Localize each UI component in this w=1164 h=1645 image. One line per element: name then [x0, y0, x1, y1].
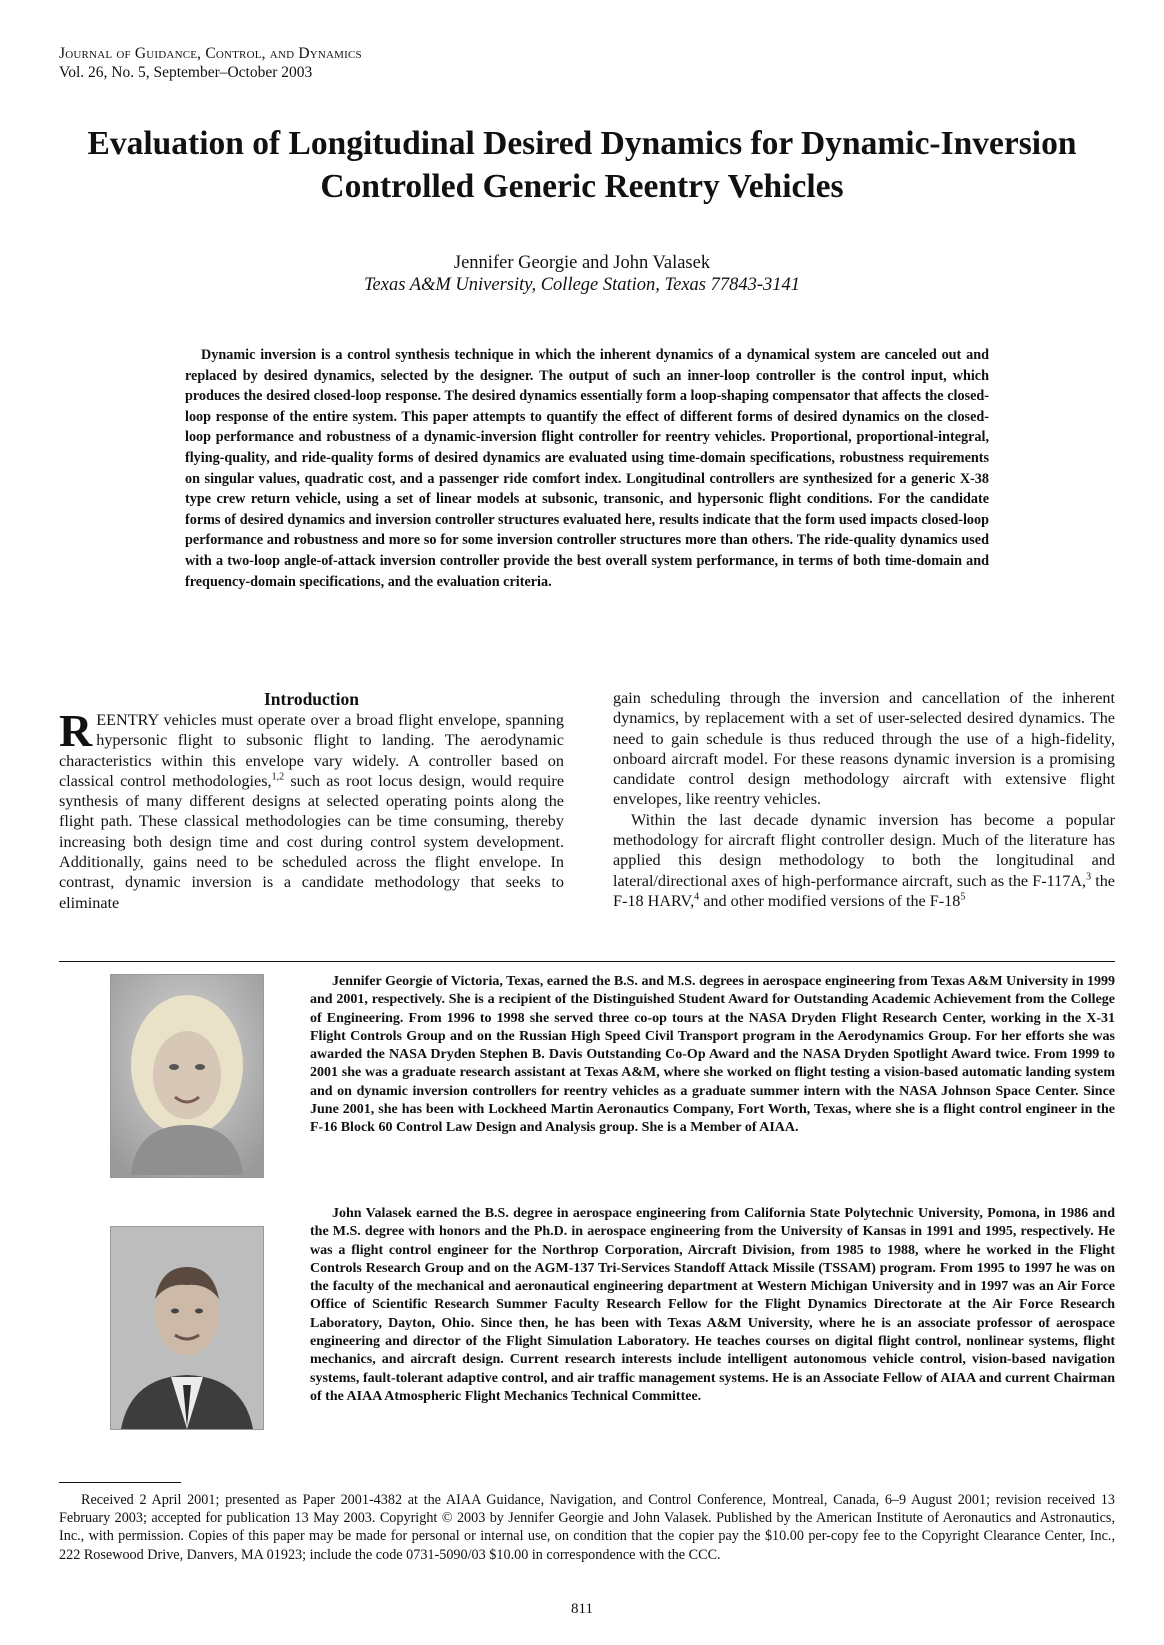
author-affiliation: Texas A&M University, College Station, Texas 77843-3141 [363, 275, 801, 295]
journal-volume: Vol. 26, No. 5, September–October 2003 [59, 64, 313, 81]
journal-name: Journal of Guidance, Control, and Dynamics [59, 45, 362, 62]
page-number: 811 [571, 1601, 593, 1617]
citation-ref: 5 [960, 891, 966, 903]
bio-valasek: John Valasek earned the B.S. degree in aerospace engineering from California State Polytechnic University, Pomona, in 1986 and the M.S. degree with honors and the Ph.D. in aerospace engineering from the University of Kansas in 1991 and 1995, respectively. He was a flight control engineer for the Northrop Corporation, Aircraft Division, from 1985 to 1988, where he worked in the Flight Controls Research Group and on the AGM-137 Tri-Services Standoff Attack Missile (TSSAM) program. From 1995 to 1997 he was on the faculty of the mechanical and aeronautical engineering department at Western Michigan University and in 1997 was an Air Force Office of Scientific Research Summer Faculty Research Fellow for the Flight Dynamics Directorate at the Air Force Research Laboratory, Dayton, Ohio. Since then, he has been with Texas A&M University, where he is an associate professor of aerospace engineering and director of the Flight Simulation Laboratory. He teaches courses on digital flight control, nonlinear systems, flight mechanics, and aircraft design. Current research interests include intelligent autonomous vehicle control, vision-based navigation systems, fault-tolerant adaptive control, and air traffic management systems. He is an Associate Fellow of AIAA and current Chairman of the AIAA Atmospheric Flight Mechanics Technical Committee. [310, 1206, 1115, 1404]
footnote-received: Received 2 April 2001; presented as Paper 2001-4382 at the AIAA Guidance, Navigation, and Control Conference, Montreal, Canada, 6–9 August 2001; revision received 13 February 2003; accepted for publication 13 May 2003. Copyright © 2003 by Jennifer Georgie and John Valasek. Published by the American Institute of Aeronautics and Astronautics, Inc., with permission. Copies of this paper may be made for personal or internal use, on condition that the copier pay the $10.00 per-copy fee to the Copyright Clearance Center, Inc., 222 Rosewood Drive, Danvers, MA 01923; include the code 0731-5090/03 $10.00 in correspondence with the CCC. [59, 1492, 1115, 1563]
footnote-rule [59, 1482, 181, 1483]
citation-ref: 1,2 [271, 771, 285, 783]
intro-paragraph-3 [613, 810, 1115, 911]
bio-divider [59, 961, 1115, 962]
section-heading-introduction: Introduction [264, 689, 359, 709]
citation-ref: 3 [1086, 871, 1092, 883]
abstract: Dynamic inversion is a control synthesis technique in which the inherent dynamics of a dynamical system are canceled out and replaced by desired dynamics, selected by the designer. The output of such an inner-loop controller is the control input, which produces the desired closed-loop response. The desired dynamics essentially form a loop-shaping compensator that affects the closed-loop response of the entire system. This paper attempts to quantify the effect of different forms of desired dynamics on the closed-loop performance and robustness of a dynamic-inversion flight controller for reentry vehicles. Proportional, proportional-integral, flying-quality, and ride-quality forms of desired dynamics are evaluated using time-domain specifications, robustness requirements on singular values, quadratic cost, and a passenger ride comfort index. Longitudinal controllers are synthesized for a generic X-38 type crew return vehicle, using a set of linear models at subsonic, transonic, and hypersonic flight conditions. For the candidate forms of desired dynamics and inversion controller structures evaluated here, results indicate that the form used impacts closed-loop performance and robustness and more so for some inversion controller structures more than others. The ride-quality dynamics used with a two-loop angle-of-attack inversion controller provide the best overall system performance, in terms of both time-domain and frequency-domain specifications, and the evaluation criteria. [185, 347, 989, 590]
intro-paragraph-1 [59, 705, 565, 913]
intro-paragraph-2: gain scheduling through the inversion and cancellation of the inherent dynamics, by replacement with a set of user-selected desired dynamics. The need to gain schedule is thus reduced through the use of a high-fidelity, onboard aircraft model. For these reasons dynamic inversion is a promising candidate control design methodology aircraft with extensive flight envelopes, like reentry vehicles. [613, 689, 1115, 809]
author-photo-georgie [110, 974, 264, 1178]
intro-p1-text-b: such as root locus design, would require synthesis of many different designs at selected operating points along the flight path. These classical methodologies can be time consuming, thereby increasing both design time and cost during control system development. Additionally, gains need to be scheduled across the flight envelope. In contrast, dynamic inversion is a candidate methodology that seeks to eliminate [59, 771, 565, 912]
body-column-right [613, 688, 1115, 911]
bio-georgie: Jennifer Georgie of Victoria, Texas, earned the B.S. and M.S. degrees in aerospace engineering from Texas A&M University in 1999 and 2001, respectively. She is a recipient of the Distinguished Student Award for Outstanding Academic Achievement from the College of Engineering. From 1996 to 1998 she served three co-op tours at the NASA Dryden Flight Research Center, working in the X-31 Flight Controls Group and on the Russian High Speed Civil Transport program in the Aerodynamics Group. For her efforts she was awarded the NASA Dryden Stephen B. Davis Outstanding Co-Op Award and the NASA Dryden Spotlight Award twice. From 1999 to 2001 she was a graduate research assistant at Texas A&M, where she worked on flight testing a vision-based automatic landing system and on dynamic inversion controllers for reentry vehicles as a graduate summer intern with the NASA Johnson Space Center. Since June 2001, she has been with Lockheed Martin Aeronautics Company, Fort Worth, Texas, where she is a flight control engineer in the F-16 Block 60 Control Law Design and Analysis group. She is a Member of AIAA. [310, 974, 1115, 1136]
journal-header [59, 44, 362, 82]
intro-p1-text-a: EENTRY vehicles must operate over a broad flight envelope, spanning hypersonic flight to subsonic flight to landing. The aerodynamic characteristics within this envelope vary widely. A controller based on classical control methodologies, [59, 711, 564, 790]
citation-ref: 4 [694, 891, 700, 903]
author-names: Jennifer Georgie and John Valasek [453, 253, 711, 273]
intro-p3-text-c: and other modified versions of the F-18 [699, 891, 961, 910]
intro-p3-text-a: Within the last decade dynamic inversion has become a popular methodology for aircraft flight controller design. Much of the literature has applied this design methodology to both the longitudinal and lateral/directional axes of high-performance aircraft, such as the F-117A, [613, 810, 1115, 890]
intro-p3-text-b: the F-18 HARV, [613, 871, 1115, 910]
author-photo-valasek [110, 1226, 264, 1430]
body-column-left [59, 688, 564, 913]
paper-title: Evaluation of Longitudinal Desired Dynamics for Dynamic-Inversion Controlled Generic Reentry Vehicles [87, 125, 1077, 205]
drop-cap: R [59, 705, 93, 756]
